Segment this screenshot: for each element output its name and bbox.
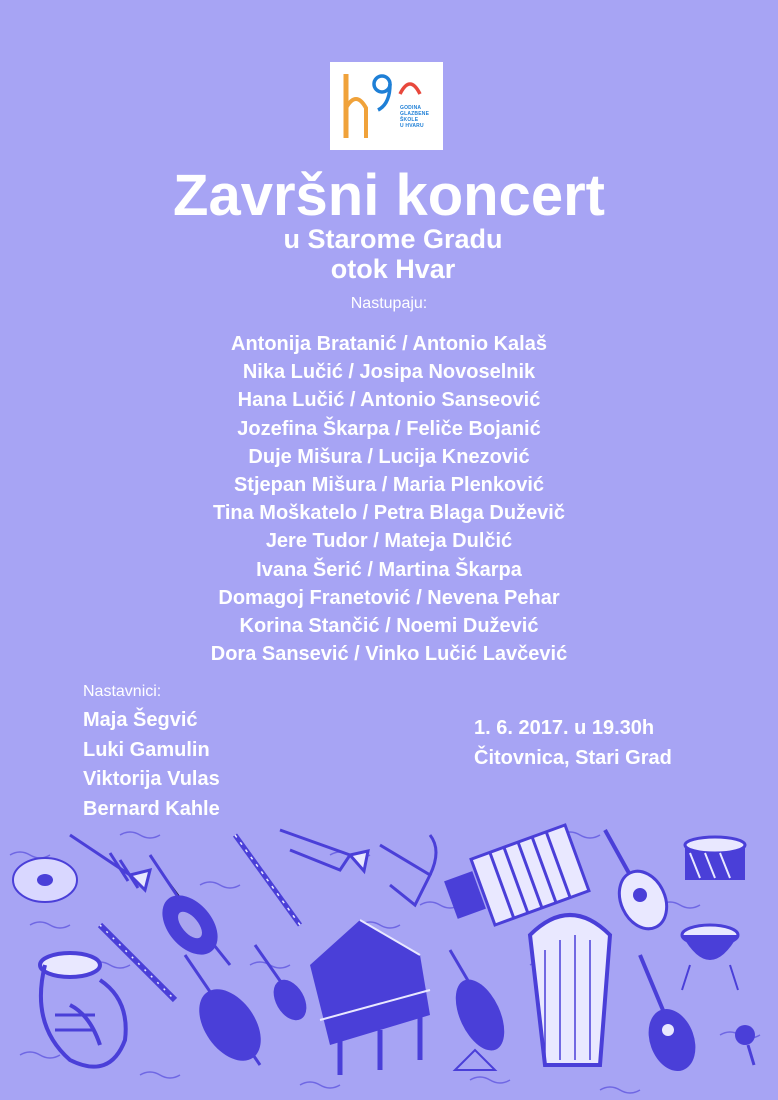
event-info [474,714,672,773]
teacher-name: Viktorija Vulas [83,768,220,790]
event-datetime: 1. 6. 2017. u 19.30h [474,717,655,739]
performer-pair: Nika Lučić / Josipa Novoselnik [242,361,536,384]
mandolin-icon [605,830,676,936]
school-logo [330,62,443,150]
teacher-name: Maja Šegvić [83,709,198,731]
triangle-icon [455,1050,495,1070]
instruments-illustration [0,815,778,1100]
flute-icon [235,835,300,925]
snare-drum-icon [685,837,745,880]
tuba-icon [40,953,126,1067]
maracas-icon [735,1025,755,1065]
performers-label: Nastupaju: [350,295,428,312]
trombone-icon [280,830,436,905]
performer-pair: Duje Mišura / Lucija Knezović [248,445,530,468]
trumpet-icon [70,835,150,890]
guitar-icon [640,955,704,1078]
teacher-name: Luki Gamulin [83,738,210,761]
logo-caption: GODINA GLAZBENE ŠKOLE U HVARU [400,105,430,129]
violin-icon [185,945,313,1072]
harp-icon [530,915,610,1065]
performer-pair: Jozefina Škarpa / Feliče Bojanić [237,417,541,440]
performer-pair: Domagoj Franetović / Nevena Pehar [218,586,560,609]
grand-piano-icon [310,920,430,1075]
event-venue: Čitovnica, Stari Grad [474,746,672,769]
performer-pair: Jere Tudor / Mateja Dulčić [265,530,513,553]
location-line-1: u Starome Gradu [283,224,503,254]
double-bass-icon [446,950,514,1058]
teacher-name: Bernard Kahle [83,797,220,820]
concert-title: Završni koncert [173,163,605,228]
timpani-icon [682,925,738,990]
performer-pair: Korina Stančić / Noemi Dužević [239,615,539,638]
performer-pair: Hana Lučić / Antonio Sanseović [237,389,541,412]
performers-list [0,330,778,668]
performer-pair: Dora Sansević / Vinko Lučić Lavčević [210,643,568,666]
cello-icon [150,855,230,965]
teachers-label: Nastavnici: [83,683,162,700]
accordion-icon [444,825,589,925]
performer-pair: Tina Moškatelo / Petra Blaga Duževič [213,502,565,525]
performer-pair: Antonija Bratanić / Antonio Kalaš [231,333,547,355]
location-line-2: otok Hvar [330,254,456,284]
teachers-list [83,706,220,824]
performer-pair: Stjepan Mišura / Maria Plenković [233,474,545,497]
performer-pair: Ivana Šerić / Martina Škarpa [256,558,522,581]
cymbal-icon [13,858,77,902]
